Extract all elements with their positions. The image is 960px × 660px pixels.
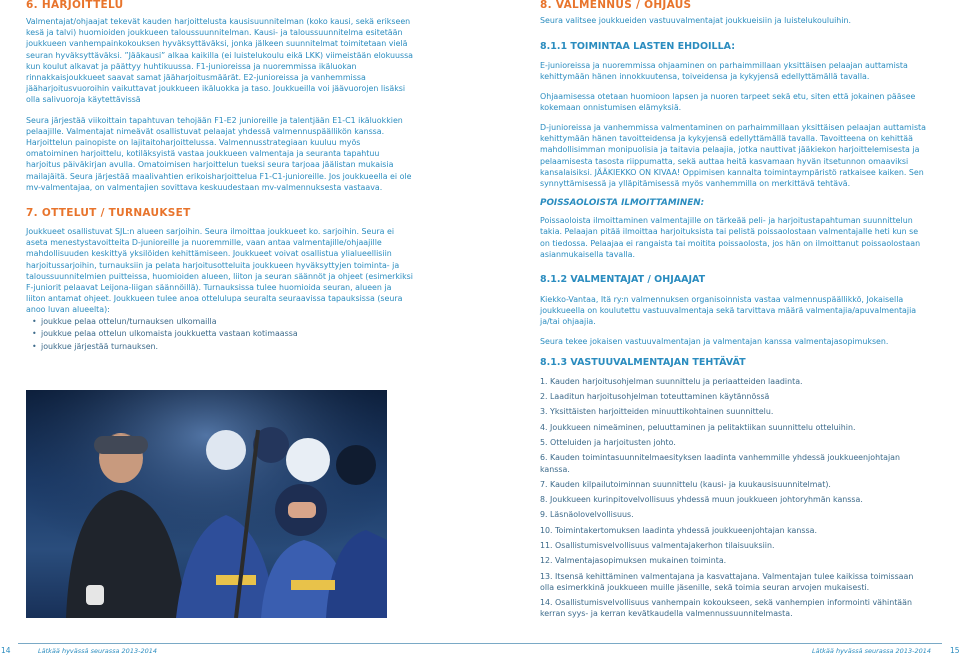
hockey-team-photo <box>26 390 387 618</box>
page-number: 14 <box>1 646 11 655</box>
list-item: 11. Osallistumisvelvollisuus valmentajakerhon tilaisuuksiin. <box>540 541 775 551</box>
section-7-heading: 7. OTTELUT / TURNAUKSET <box>26 207 191 220</box>
right-footer <box>480 640 960 660</box>
list-item: 8. Joukkueen kurinpitovelvollisuus yhdessä muun joukkueen johtoryhmän kanssa. <box>540 495 863 505</box>
section-8-1-2-heading: 8.1.2 VALMENTAJAT / OHJAAJAT <box>540 274 706 286</box>
footer-rule <box>480 643 942 644</box>
list-item: 7. Kauden kilpailutoiminnan suunnittelu (kausi- ja kuukausisuunnitelmat). <box>540 479 831 489</box>
list-item: 6. Kauden toimintasuunnitelmaesityksen laadinta vanhemmille yhdessä joukkueenjohtajan kanssa. <box>540 453 901 474</box>
list-item: 4. Joukkueen nimeäminen, peluuttaminen ja pelitaktiikan suunnittelu otteluihin. <box>540 422 856 432</box>
right-page <box>480 0 960 656</box>
footer-title: Lätkää hyvässä seurassa 2013-2014 <box>38 647 157 655</box>
footer-rule <box>18 643 480 644</box>
section-8-1-1-paragraph-3: D-junioreissa ja vanhemmissa valmentaminen on parhaimmillaan yksittäisen pelaajan auttamista kehittymään hänen tavoitteidensa ja kykyjensä edellyttämällä tavalla. Tavoitteena on kehittää mahdollisimman monipuolisia ja taitavia pelaajia, jotka nauttivat jääkiekon harjoittelemisesta ja pelaamisesta tasosta riippumatta, sekä auttaa heitä kasvamaan hyvän itsetunnon omaaviksi kansalaisiksi. JÄÄKIEKKO ON KIVAA! Oppimisen kannalta toimintaympäristö ratkaisee kaiken. Sen synnyttämisessä ja ylläpitämisessä myös vanhemmilla on merkittävä tehtävä. <box>540 123 926 189</box>
list-item: 2. Laaditun harjoitusohjelman toteuttaminen käytännössä <box>540 392 770 402</box>
list-item: 9. Läsnäolovelvollisuus. <box>540 510 634 520</box>
right-column <box>540 0 928 624</box>
list-item: 12. Valmentajasopimuksen mukainen toiminta. <box>540 556 727 566</box>
list-item: 3. Yksittäisten harjoitteiden minuuttikohtainen suunnittelu. <box>540 407 774 417</box>
section-6-paragraph-2: Seura järjestää viikoittain tapahtuvan tehojään F1-E2 junioreille ja talentjään E1-C1 ikäluokkien pelaajille. Valmentajat nimeävät osallistuvat pelaajat yhdessä valmennuspäällikön kanssa. Harjoittelun painopiste on lajitaitoharjoittelussa. Valmennusstrategiaan kuuluu myös omatoiminen harjoittelu, kotiläksyistä vastaa joukkueen valmentaja ja seuranta tapahtuu harjoitus päiväkirjan avulla. Omatoimisen harjoittelun tueksi seura tarjoaa jäälistan mukaisia mailajäitä. Seura järjestää maalivahtien erikoisharjoittelua F1-C1-junioreille. Jos joukkueella ei ole mv-valmentajaa, on valmentajien sovittava keskuudestaan mv-valmennuksesta vastaava. <box>26 115 412 192</box>
section-8-1-3-heading: 8.1.3 VASTUUVALMENTAJAN TEHTÄVÄT <box>540 356 746 368</box>
list-item: 14. Osallistumisvelvollisuus vanhempain kokoukseen, sekä vanhempien informointi vähintään kerran syys- ja kerran kevätkaudella valmennussuunnitelmasta. <box>540 598 912 619</box>
section-8-1-2-paragraph-1: Kiekko-Vantaa, Itä ry:n valmennuksen organisoinnista vastaa valmennuspäällikkö, Jokaisella joukkueella on koulutettu vastuuvalmentaja sekä tarvittava määrä valmentajia/apuvalmentajia ja/tai ohjaajia. <box>540 295 917 327</box>
left-footer <box>0 640 480 660</box>
section-8-1-1-paragraph-1: E-junioreissa ja nuoremmissa ohjaaminen on parhaimmillaan yksittäisen pelaajan auttamista kehittymään hänen innokkuutensa, toiveidensa ja kykyjensä edellyttämällä tavalla. <box>540 61 908 82</box>
section-8-paragraph: Seura valitsee joukkueiden vastuuvalmentajat joukkueisiin ja luistelukouluihin. <box>540 16 851 25</box>
absence-heading: POISSAOLOISTA ILMOITTAMINEN: <box>540 198 705 209</box>
list-item: • joukkue järjestää turnauksen. <box>32 341 413 354</box>
left-page <box>0 0 480 656</box>
section-8-1-2-paragraph-2: Seura tekee jokaisen vastuuvalmentajan ja valmentajan kanssa valmentajasopimuksen. <box>540 336 889 346</box>
coach-task-list <box>540 376 928 620</box>
list-item: 1. Kauden harjoitusohjelman suunnittelu ja periaatteiden laadinta. <box>540 376 803 386</box>
page-number: 15 <box>950 646 960 655</box>
absence-paragraph: Poissaoloista ilmoittaminen valmentajille on tärkeää peli- ja harjoitustapahtuman suunnittelun takia. Pelaajan pitää ilmoittaa harjoituksista tai pelistä poissaolostaan valmentajalle heti kun se on tiedossa. Pelaajaa ei rangaista tai moitita poissaolosta, jos hän on ilmoittanut poissaolostaan asianmukaisella tavalla. <box>540 216 921 259</box>
list-item: 13. Itsensä kehittäminen valmentajana ja kasvattajana. Valmentajan tulee kaikissa toimissaan olla esimerkkinä joukkueen muille jäsenille, sekä toimia seuran arvojen mukaisesti. <box>540 571 914 592</box>
permit-list <box>26 316 413 354</box>
list-item: 5. Otteluiden ja harjoitusten johto. <box>540 438 676 448</box>
section-7-paragraph: Joukkueet osallistuvat SJL:n alueen sarjoihin. Seura ilmoittaa joukkueet ko. sarjoihin. Seura ei aseta menestystavoitteita D-junioreille ja nuoremmille, vaan antaa valmentajille/ohjaajille mahdollisuuden keskittyä yksilöiden kehittämiseen. Joukkueet voivat osallistua ylialueellisiin harjoitussarjoihin, turnauksiin ja pelata harjoitusotteluita joukkueen hyväksyttyjen toiminta- ja taloussuunnitelmien puitteissa, huomioiden alueen, liiton ja seuran säännöt ja ohjeet (esimerkiksi F-juniorit pelaavat Leijona-liigan säännöillä). Turnauksissa tulee huomioida seuran, alueen ja liiton antamat ohjeet. Joukkueen tulee anoa ottelulupa seuralta seuraavissa tapauksissa (seura anoo luvan alueelta): <box>26 227 413 315</box>
section-6-heading: 6. HARJOITTELU <box>26 0 124 11</box>
left-column <box>26 0 413 353</box>
section-8-1-1-paragraph-2: Ohjaamisessa otetaan huomioon lapsen ja nuoren tarpeet sekä etu, siten että jokainen pääsee kokemaan onnistumisen elämyksiä. <box>540 91 916 112</box>
section-8-heading: 8. VALMENNUS / OHJAUS <box>540 0 692 11</box>
hockey-photo-illustration <box>26 390 387 618</box>
list-item: 10. Toimintakertomuksen laadinta yhdessä joukkueenjohtajan kanssa. <box>540 525 817 535</box>
section-8-1-1-heading: 8.1.1 TOIMINTAA LASTEN EHDOILLA: <box>540 41 735 53</box>
footer-title: Lätkää hyvässä seurassa 2013-2014 <box>812 647 931 655</box>
section-6-paragraph-1: Valmentajat/ohjaajat tekevät kauden harjoittelusta kausisuunnitelman (koko kausi, sekä erikseen kesä ja talvi) huomioiden joukkueen taloussuunnitelman. Kausi- ja taloussuunnitelma esitetään joukkueen vanhempainkokouksen hyväksyttäväksi, jonka jälkeen suunnitelmat toimitetaan vielä seuran hyväksyttäväksi. ”Jääkausi” alkaa kaikilla (ei luistelukoulu eikä LKK) viimeistään elokuussa kun koulut alkavat ja päättyy huhtikuussa. F1-junioreissa ja nuoremmissa ikäluokan rinnakkaisjoukkueet saavat samat jääharjoitusmäärät. E2-junioreissa ja vanhemmissa jääharjoitusvuoroihin vaikuttavat joukkueen ikäluokka ja taso. Joukkueilla voi jäävuorojen lisäksi olla salivuoroja käytettävissä <box>26 17 414 105</box>
list-item: • joukkue pelaa ottelun/turnauksen ulkomailla <box>32 316 413 329</box>
list-item: • joukkue pelaa ottelun ulkomaista joukkuetta vastaan kotimaassa <box>32 328 413 341</box>
